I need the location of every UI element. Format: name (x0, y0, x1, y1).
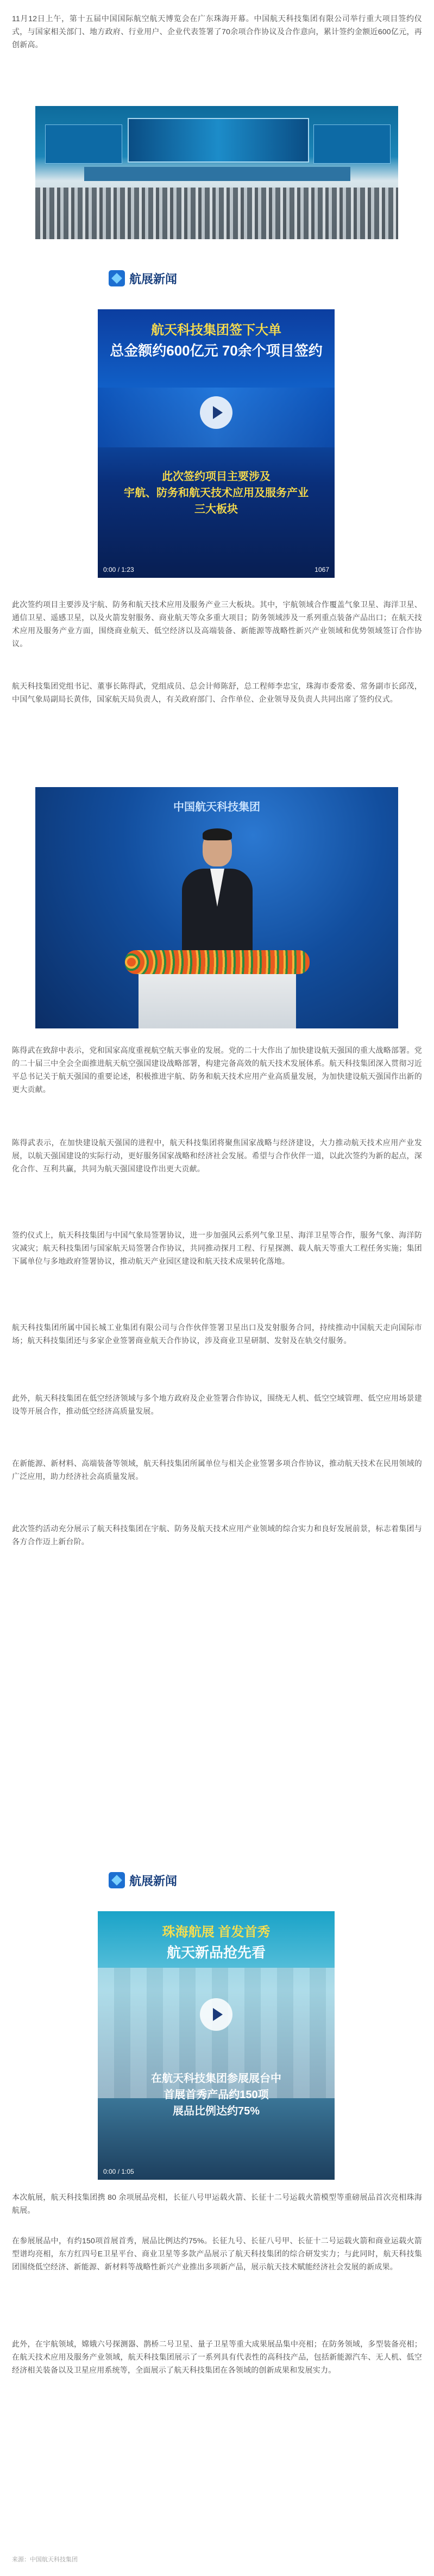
paragraph-12: 在参展展品中，有约150项首展首秀，展品比例达约75%。长征九号、长征八号甲、长征十二号运载火箭和商业运载火箭型谱均亮相，东方红四号E卫星平台、商业卫星等多款产品展示了航天科技集团的综合研发实力；与此同时，航天科技集团围绕低空经济、新能源、新材料等战略性新兴产业推出多项新产品，展示航天技术赋能经济社会发展的新成果。 (12, 2236, 422, 2271)
video-card-signing[interactable]: 航展新闻 航天科技集团签下大单 总金额约600亿元 70余个项目签约 此次签约项目主要涉及 宇航、防务和航天技术应用及服务产业 三大板块 0:00 / 1:23 1067 (98, 263, 335, 578)
paragraph-3: 航天科技集团党组书记、董事长陈得武，党组成员、总会计师陈舒，总工程师李忠宝，珠海市委常委、常务副市长邱茂，中国气象局副局长黄伟，国家航天局负责人，有关政府部门、合作单位、企业领导及负责人共同出席了签约仪式。 (12, 682, 422, 703)
news-logo-icon (109, 270, 125, 286)
video-card-expo[interactable]: 航展新闻 珠海航展 首发首秀 航天新品抢先看 在航天科技集团参展展台中 首展首秀产品约150项 展品比例达约75% 0:00 / 1:05 (98, 1864, 335, 2180)
video-views: 1067 (315, 566, 329, 573)
paragraph-8: 此外，航天科技集团在低空经济领域与多个地方政府及企业签署合作协议，围绕无人机、低空空域管理、低空应用场景建设等开展合作，推动低空经济高质量发展。 (12, 1394, 422, 1415)
video-title-1: 珠海航展 首发首秀 (162, 1925, 271, 1939)
play-icon[interactable] (200, 396, 232, 429)
paragraph-2: 此次签约项目主要涉及宇航、防务和航天技术应用及服务产业三大板块。其中，宇航领域合作覆盖气象卫星、海洋卫星、通信卫星、遥感卫星，以及火箭发射服务、商业航天等众多重大项目；防务领域涉及一系列重点装备产品出口；在航天技术应用及服务产业方面，围绕商业航天、低空经济以及高端装备、新能源等战略性新兴产业领域和优势领域签订合作协议。 (12, 600, 422, 648)
paragraph-11: 本次航展，航天科技集团携 80 余项展品亮相，长征八号甲运载火箭、长征十二号运载火箭模型等重磅展品首次亮相珠海航展。 (12, 2193, 422, 2215)
video-time: 0:00 / 1:05 (103, 2168, 134, 2175)
paragraph-7: 航天科技集团所属中国长城工业集团有限公司与合作伙伴签署卫星出口及发射服务合同，持续推动中国航天走向国际市场；航天科技集团还与多家企业签署商业航天合作协议，涉及商业卫星研制、发射及在轨交付服务。 (12, 1323, 422, 1345)
video-title-1: 航天科技集团签下大单 (151, 323, 281, 338)
source-caption: 来源：中国航天科技集团 (12, 2556, 78, 2563)
paragraph-6: 签约仪式上，航天科技集团与中国气象局签署协议，进一步加强风云系列气象卫星、海洋卫星等合作，服务气象、海洋防灾减灾；航天科技集团与国家航天局签署合作协议，共同推动探月工程、行星探测、载人航天等重大工程任务实施；集团下属单位与多地政府签署协议，推动航天产业园区建设和航天技术成果转化落地。 (12, 1231, 422, 1265)
video-title-2: 航天新品抢先看 (166, 1944, 266, 1961)
intro-paragraph: 11月12日上午，第十五届中国国际航空航天博览会在广东珠海开幕。中国航天科技集团有限公司举行重大项目签约仪式，与国家相关部门、地方政府、行业用户、企业代表签署了70余项合作协议及合作意向，累计签约金额近600亿元，再创新高。 (12, 14, 422, 49)
paragraph-5: 陈得武表示，在加快建设航天强国的进程中，航天科技集团将聚焦国家战略与经济建设，大力推动航天技术应用产业发展，以航天强国建设的实际行动，更好服务国家战略和经济社会发展。希望与合作伙伴一道，以此次签约为新的起点，深化合作、互利共赢，共同为航天强国建设作出更大贡献。 (12, 1138, 422, 1173)
paragraph-4: 陈得武在致辞中表示，党和国家高度重视航空航天事业的发展。党的二十大作出了加快建设航天强国的重大战略部署。党的二十届三中全会全面推进航天航空强国建设战略部署，构建完备高效的航天技术发展体系。航天科技集团深入贯彻习近平总书记关于航天强国的重要论述，积极推进宇航、防务和航天技术应用产业高质量发展，为加快建设航天强国作出新的更大贡献。 (12, 1046, 422, 1094)
play-icon[interactable] (200, 1998, 232, 2031)
signing-ceremony-photo (35, 106, 398, 239)
paragraph-10: 此次签约活动充分展示了航天科技集团在宇航、防务及航天技术应用产业领域的综合实力和良好发展前景，标志着集团与各方合作迈上新台阶。 (12, 1524, 422, 1546)
paragraph-13: 此外，在宇航领域，嫦娥六号探测器、鹊桥二号卫星、量子卫星等重大成果展品集中亮相；在防务领域，多型装备亮相；在航天技术应用及服务产业领域，航天科技集团展示了一系列具有代表性的高科技产品，包括新能源汽车、无人机、低空经济相关装备以及卫星应用系统等，全面展示了航天科技集团在各领域的创新成果和发展实力。 (12, 2340, 422, 2374)
video-title-2: 总金额约600亿元 70余个项目签约 (110, 342, 323, 359)
paragraph-9: 在新能源、新材料、高端装备等领域，航天科技集团所属单位与相关企业签署多项合作协议，推动航天技术在民用领域的广泛应用，助力经济社会高质量发展。 (12, 1459, 422, 1481)
video-time: 0:00 / 1:23 (103, 566, 134, 573)
speaker-photo: 中国航天科技集团 (35, 787, 398, 1028)
news-logo-icon (109, 1872, 125, 1888)
